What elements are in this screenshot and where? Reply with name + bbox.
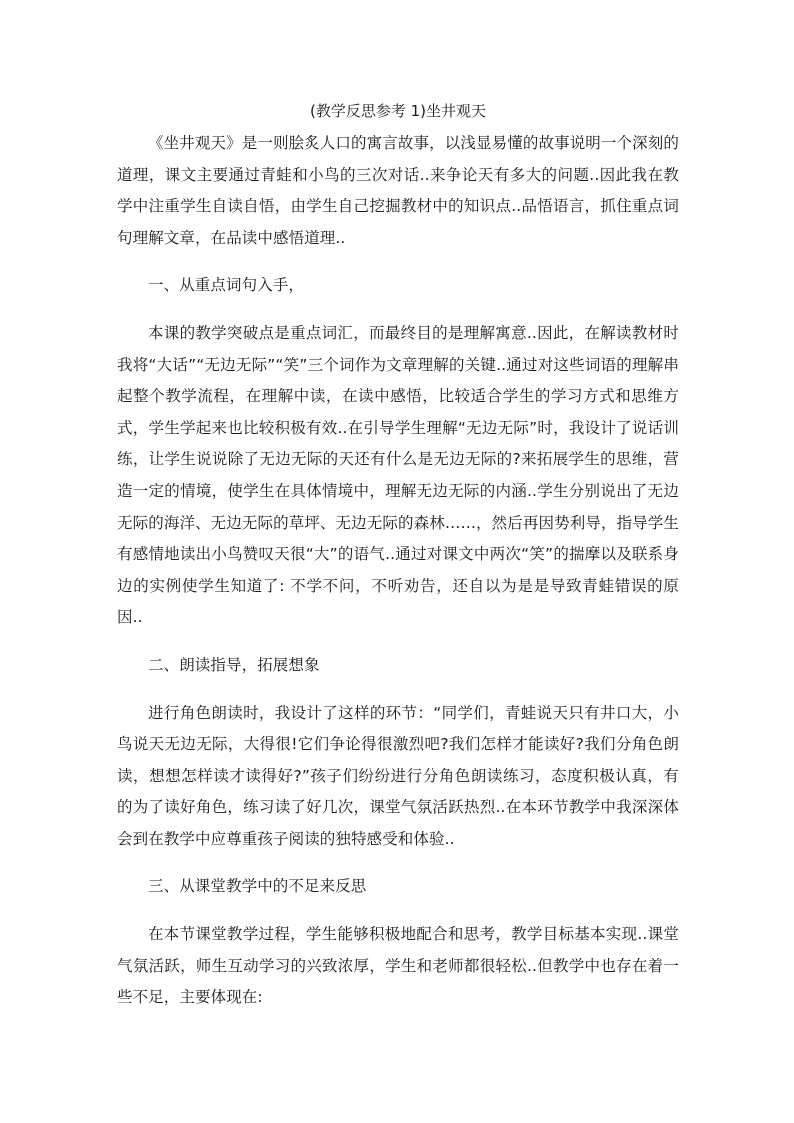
section-heading-2: 二、朗读指导，拓展想象 <box>148 655 320 674</box>
document-page <box>117 96 679 1030</box>
paragraph-section-1: 本课的教学突破点是重点词汇，而最终目的是理解寓意..因此，在解读教材时我将“大话”“无边无际”“笑”三个词作为文章理解的关键..通过对这些词语的理解串起整个教学流程，在理解中读，在读中感悟，比较适合学生的学习方式和思维方式，学生学起来也比较积极有效..在引导学生理解“无边无际”时，我设计了说话训练，让学生说说除了无边无际的天还有什么是无边无际的?来拓展学生的思维，营造一定的情境，使学生在具体情境中，理解无边无际的内涵..学生分别说出了无边无际的海洋、无边无际的草坪、无边无际的森林……，然后再因势利导，指导学生有感情地读出小鸟赞叹天很“大”的语气..通过对课文中两次“笑”的揣摩以及联系身边的实例使学生知道了: 不学不问，不听劝告，还自以为是是导致青蛙错误的原因.. <box>117 323 679 627</box>
paragraph-section-2: 进行角色朗读时，我设计了这样的环节：“同学们，青蛙说天只有井口大，小鸟说天无边无际，大得很!它们争论得很激烈吧?我们怎样才能读好?我们分角色朗读，想想怎样读才读得好?”孩子们纷纷进行分角色朗读练习，态度积极认真，有的为了读好角色，练习读了好几次，课堂气氛活跃热烈..在本环节教学中我深深体会到在教学中应尊重孩子阅读的独特感受和体验.. <box>117 703 679 848</box>
paragraph-section-3: 在本节课堂教学过程，学生能够积极地配合和思考，教学目标基本实现..课堂气氛活跃，师生互动学习的兴致浓厚，学生和老师都很轻松..但教学中也存在着一些不足，主要体现在: <box>117 925 679 1007</box>
document-title: (教学反思参考 1)坐井观天 <box>309 102 487 120</box>
section-heading-1: 一、从重点词句入手， <box>148 276 305 295</box>
section-heading-3: 三、从课堂教学中的不足来反思 <box>148 877 367 896</box>
paragraph-intro: 《坐井观天》是一则脍炙人口的寓言故事，以浅显易懂的故事说明一个深刻的道理，课文主要通过青蛙和小鸟的三次对话..来争论天有多大的问题..因此我在教学中注重学生自读自悟，由学生自己挖掘教材中的知识点..品悟语言，抓住重点词句理解文章，在品读中感悟道理.. <box>117 134 679 247</box>
